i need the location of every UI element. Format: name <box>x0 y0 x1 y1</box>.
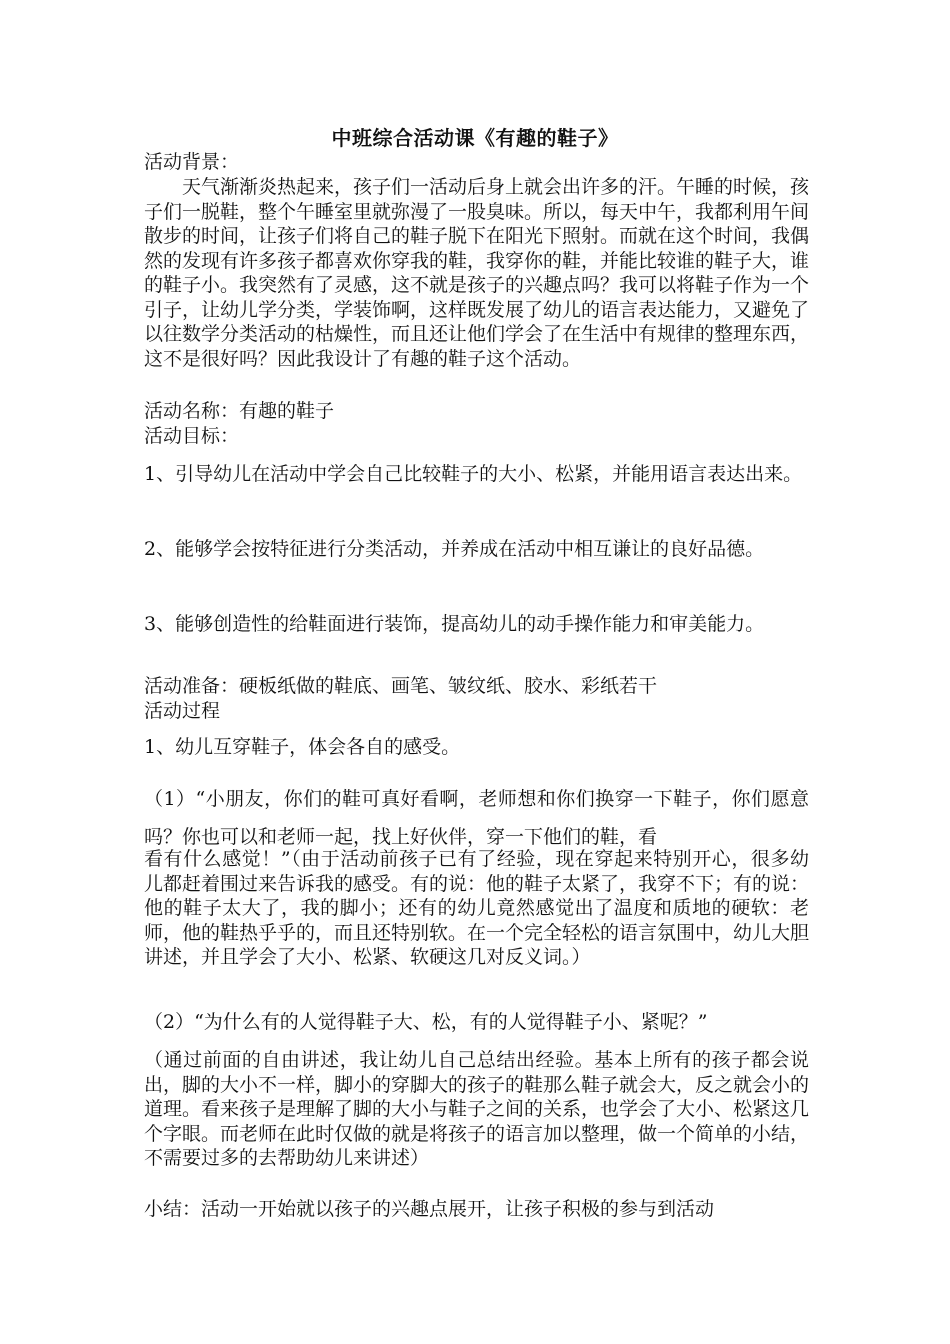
background-paragraph: 天气渐渐炎热起来，孩子们一活动后身上就会出许多的汗。午睡的时候，孩子们一脱鞋，整个午睡室里就弥漫了一股臭味。所以，每天中午，我都利用午间散步的时间，让孩子们将自己的鞋子脱下在阳光下照射。而就在这个时间，我偶然的发现有许多孩子都喜欢你穿我的鞋，我穿你的鞋，并能比较谁的鞋子大，谁的鞋子小。我突然有了灵感，这不就是孩子的兴趣点吗？我可以将鞋子作为一个引子，让幼儿学分类，学装饰啊，这样既发展了幼儿的语言表达能力，又避免了以往数学分类活动的枯燥性，而且还让他们学会了在生活中有规律的整理东西，这不是很好吗？因此我设计了有趣的鞋子这个活动。 <box>144 176 810 370</box>
activity-name: 活动名称：有趣的鞋子 <box>144 400 335 422</box>
goals-heading: 活动目标： <box>144 425 240 447</box>
question-1-part-b: 看有什么感觉！”（由于活动前孩子已有了经验，现在穿起来特别开心，很多幼儿都赶着围过来告诉我的感受。有的说：他的鞋子太紧了，我穿不下；有的说：他的鞋子太大了，我的脚小；还有的幼儿竟然感觉出了温度和质地的硬软：老师，他的鞋热乎乎的，而且还特别软。在一个完全轻松的语言氛围中，幼儿大胆讲述，并且学会了大小、松紧、软硬这几对反义词。） <box>144 848 810 968</box>
step-1: 1、幼儿互穿鞋子，体会各自的感受。 <box>144 736 461 758</box>
goal-2: 2、能够学会按特征进行分类活动，并养成在活动中相互谦让的良好品德。 <box>144 538 765 560</box>
background-heading: 活动背景： <box>144 151 240 173</box>
process-heading: 活动过程 <box>144 700 221 722</box>
summary-line: 小结：活动一开始就以孩子的兴趣点展开，让孩子积极的参与到活动 <box>144 1198 715 1220</box>
question-2: （2）“为什么有的人觉得鞋子大、松，有的人觉得鞋子小、紧呢？” <box>144 1011 708 1033</box>
question-1-part-a: （1）“小朋友，你们的鞋可真好看啊，老师想和你们换穿一下鞋子，你们愿意吗？你也可以和老师一起，找上好伙伴，穿一下他们的鞋，看 <box>144 788 809 848</box>
document-title: 中班综合活动课《有趣的鞋子》 <box>331 126 619 150</box>
goal-3: 3、能够创造性的给鞋面进行装饰，提高幼儿的动手操作能力和审美能力。 <box>144 613 765 635</box>
preparation-line: 活动准备：硬板纸做的鞋底、画笔、皱纹纸、胶水、彩纸若干 <box>144 675 658 697</box>
goal-1: 1、引导幼儿在活动中学会自己比较鞋子的大小、松紧，并能用语言表达出来。 <box>144 463 803 485</box>
question-2-note: （通过前面的自由讲述，我让幼儿自己总结出经验。基本上所有的孩子都会说出，脚的大小不一样，脚小的穿脚大的孩子的鞋那么鞋子就会大，反之就会小的道理。看来孩子是理解了脚的大小与鞋子之间的关系，也学会了大小、松紧这几个字眼。而老师在此时仅做的就是将孩子的语言加以整理，做一个简单的小结，不需要过多的去帮助幼儿来讲述） <box>144 1049 810 1169</box>
